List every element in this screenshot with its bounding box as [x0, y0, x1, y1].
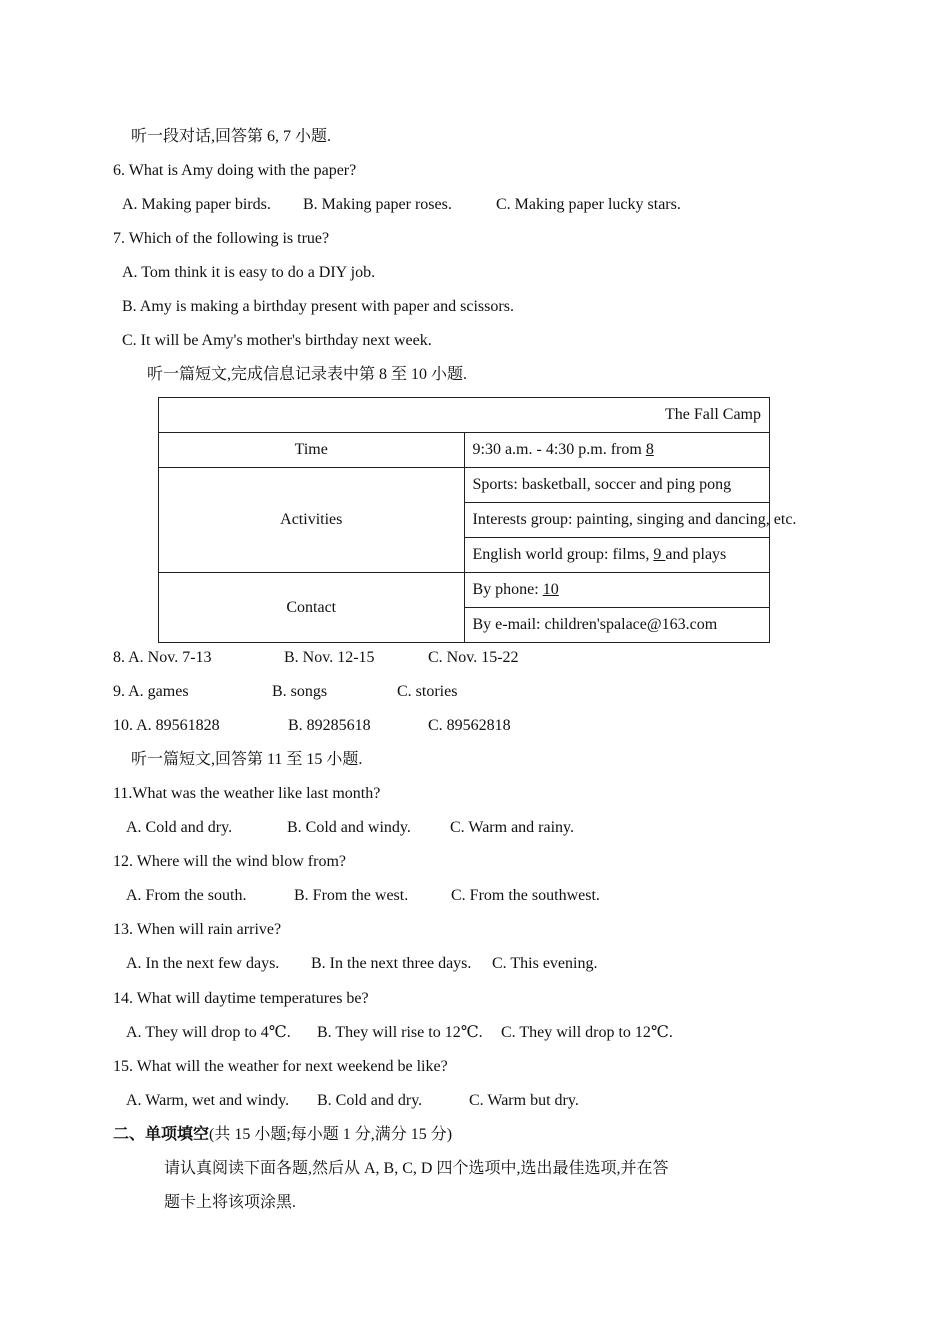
- activity-sports: Sports: basketball, soccer and ping pong: [464, 468, 770, 503]
- contact-phone: [464, 573, 770, 608]
- contact-label: Contact: [159, 573, 465, 643]
- section2-instruction-line2: 题卡上将该项涂黑.: [164, 1194, 297, 1211]
- q13-option-a: A. In the next few days.: [126, 955, 280, 972]
- q6-option-c: C. Making paper lucky stars.: [496, 196, 681, 213]
- q6-option-a: A. Making paper birds.: [122, 196, 271, 213]
- q11-option-c: C. Warm and rainy.: [450, 819, 575, 836]
- q9-option-b: B. songs: [272, 683, 328, 700]
- q8-option-b: B. Nov. 12-15: [284, 649, 375, 666]
- blank-8: 8: [645, 441, 654, 458]
- q15-option-b: B. Cold and dry.: [317, 1092, 423, 1109]
- time-label: Time: [159, 433, 465, 468]
- listening-intro-q11-15: 听一篇短文,回答第 11 至 15 小题.: [131, 751, 363, 768]
- q7-option-a: A. Tom think it is easy to do a DIY job.: [122, 264, 376, 281]
- q12-option-c: C. From the southwest.: [451, 887, 600, 904]
- q14-option-a: A. They will drop to 4℃.: [126, 1024, 291, 1041]
- section2-title: 二、单项填空: [113, 1126, 210, 1143]
- q8-option-a: 8. A. Nov. 7-13: [113, 649, 212, 666]
- section2-note: (共 15 小题;每小题 1 分,满分 15 分): [209, 1126, 453, 1143]
- q13-option-c: C. This evening.: [492, 955, 598, 972]
- section2-heading: [113, 1125, 452, 1145]
- blank-9: 9: [653, 546, 666, 563]
- q14-stem: 14. What will daytime temperatures be?: [113, 990, 369, 1007]
- q10-option-b: B. 89285618: [288, 717, 371, 734]
- q15-stem: 15. What will the weather for next weekend be like?: [113, 1058, 448, 1075]
- listening-intro-q6-7: 听一段对话,回答第 6, 7 小题.: [131, 128, 332, 145]
- q10-option-a: 10. A. 89561828: [113, 717, 220, 734]
- activity-english-post: and plays: [665, 546, 727, 563]
- time-value: [464, 433, 770, 468]
- activities-label: Activities: [159, 468, 465, 573]
- q13-option-b: B. In the next three days.: [311, 955, 472, 972]
- q12-option-a: A. From the south.: [126, 887, 247, 904]
- blank-10: 10: [542, 581, 559, 598]
- q15-option-c: C. Warm but dry.: [469, 1092, 579, 1109]
- q14-option-b: B. They will rise to 12℃.: [317, 1024, 483, 1041]
- q13-stem: 13. When will rain arrive?: [113, 921, 282, 938]
- q7-option-c: C. It will be Amy's mother's birthday next week.: [122, 332, 432, 349]
- time-text: 9:30 a.m. - 4:30 p.m. from: [472, 441, 646, 458]
- q11-option-a: A. Cold and dry.: [126, 819, 233, 836]
- q7-option-b: B. Amy is making a birthday present with paper and scissors.: [122, 298, 514, 315]
- q9-option-a: 9. A. games: [113, 683, 189, 700]
- q10-option-c: C. 89562818: [428, 717, 511, 734]
- q6-stem: 6. What is Amy doing with the paper?: [113, 162, 357, 179]
- q9-option-c: C. stories: [397, 683, 458, 700]
- q8-option-c: C. Nov. 15-22: [428, 649, 519, 666]
- q12-option-b: B. From the west.: [294, 887, 409, 904]
- listening-intro-q8-10: 听一篇短文,完成信息记录表中第 8 至 10 小题.: [147, 366, 468, 383]
- q12-stem: 12. Where will the wind blow from?: [113, 853, 346, 870]
- contact-email: By e-mail: children'spalace@163.com: [464, 608, 770, 643]
- activity-interests: Interests group: painting, singing and dancing, etc.: [464, 503, 770, 538]
- table-title: The Fall Camp: [159, 398, 770, 433]
- activity-english-pre: English world group: films,: [472, 546, 654, 563]
- q6-option-b: B. Making paper roses.: [303, 196, 452, 213]
- q7-stem: 7. Which of the following is true?: [113, 230, 330, 247]
- section2-instruction-line1: 请认真阅读下面各题,然后从 A, B, C, D 四个选项中,选出最佳选项,并在答: [164, 1160, 669, 1177]
- q14-option-c: C. They will drop to 12℃.: [501, 1024, 673, 1041]
- fall-camp-table: [158, 397, 797, 643]
- q11-option-b: B. Cold and windy.: [287, 819, 411, 836]
- phone-pre: By phone:: [472, 581, 543, 598]
- q15-option-a: A. Warm, wet and windy.: [126, 1092, 290, 1109]
- q11-stem: 11.What was the weather like last month?: [113, 785, 381, 802]
- activity-english: [464, 538, 770, 573]
